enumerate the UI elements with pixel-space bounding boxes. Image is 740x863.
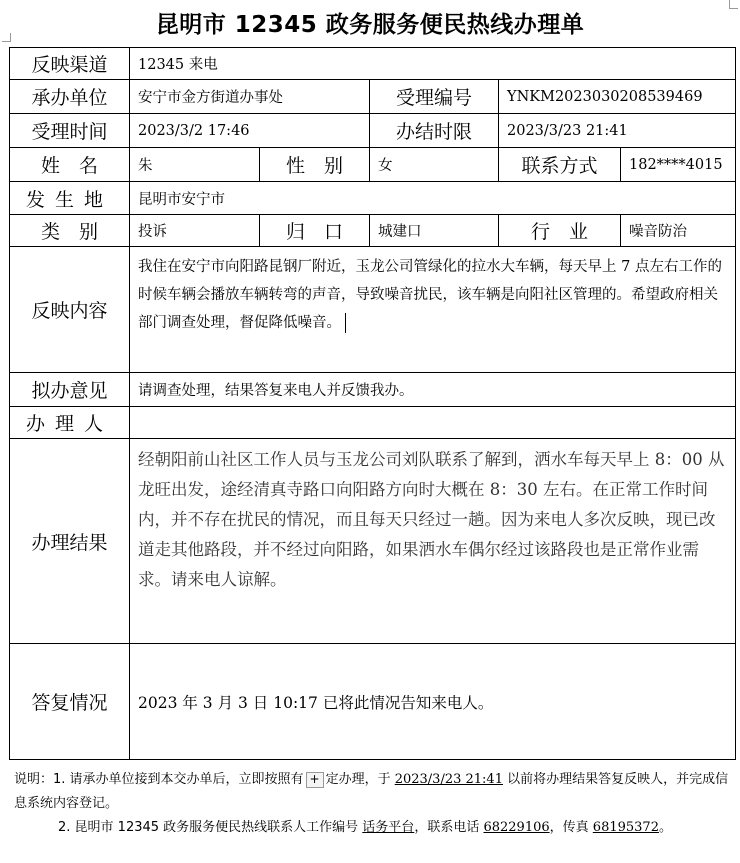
- value-name[interactable]: 朱: [130, 148, 260, 182]
- note-1-text-a: 1. 请承办单位接到本交办单后，立即按照有: [53, 772, 304, 787]
- row-result: [10, 439, 736, 644]
- value-industry[interactable]: 噪音防治: [621, 215, 736, 247]
- value-department[interactable]: 城建口: [370, 215, 499, 247]
- label-contact: 联系方式: [499, 148, 621, 182]
- label-opinion: 拟办意见: [10, 373, 130, 407]
- label-gender: 性 别: [260, 148, 370, 182]
- value-category[interactable]: 投诉: [130, 215, 260, 247]
- note-2-text-a: 2. 昆明市 12345 政务服务便民热线联系人工作编号: [58, 820, 359, 835]
- value-deadline[interactable]: 2023/3/23 21:41: [499, 114, 736, 148]
- row-reply: [10, 644, 736, 760]
- label-industry: 行 业: [499, 215, 621, 247]
- value-handler[interactable]: [130, 407, 736, 439]
- label-handler: 办理人: [10, 407, 130, 439]
- note-2-text-c: ，传真: [549, 820, 589, 835]
- row-category: [10, 215, 736, 247]
- label-category: 类 别: [10, 215, 130, 247]
- value-unit[interactable]: 安宁市金方街道办事处: [130, 80, 370, 114]
- label-accept-no: 受理编号: [370, 80, 499, 114]
- row-location: [10, 182, 736, 215]
- label-result: 办理结果: [10, 439, 130, 644]
- notes-prefix: 说明：: [14, 772, 54, 787]
- notes: [14, 768, 734, 840]
- text-cursor: [345, 313, 346, 333]
- content-text: 我住在安宁市向阳路昆钢厂附近，玉龙公司管绿化的拉水大车辆，每天早上 7 点左右工作的时候车辆会播放车辆转弯的声音，导致噪音扰民，该车辆是向阳社区管理的。希望政府相关部门调查处理，督促降低噪音。: [138, 259, 722, 331]
- note-2-code: 话务平台: [362, 820, 415, 835]
- value-content[interactable]: [130, 247, 736, 373]
- value-result[interactable]: 经朝阳前山社区工作人员与玉龙公司刘队联系了解到，洒水车每天早上 8：00 从龙旺出发，途经清真寺路口向阳路方向时大概在 8：30 左右。在正常工作时间内，并不存在扰民的情况，而且每天只经过一趟。因为来电人多次反映，现已改道走其他路段，并不经过向阳路，如果洒水车偶尔经过该路段也是正常作业需求。请来电人谅解。: [130, 439, 736, 644]
- label-accept-time: 受理时间: [10, 114, 130, 148]
- value-channel[interactable]: 12345 来电: [130, 48, 736, 80]
- note-2: [14, 816, 734, 840]
- row-time: [10, 114, 736, 148]
- label-location: 发生地: [10, 182, 130, 215]
- row-unit: [10, 80, 736, 114]
- value-reply[interactable]: 2023 年 3 月 3 日 10:17 已将此情况告知来电人。: [130, 644, 736, 760]
- row-channel: [10, 48, 736, 80]
- label-content: 反映内容: [10, 247, 130, 373]
- value-location[interactable]: 昆明市安宁市: [130, 182, 736, 215]
- note-2-text-d: 。: [658, 820, 672, 835]
- value-gender[interactable]: 女: [370, 148, 499, 182]
- label-deadline: 办结时限: [370, 114, 499, 148]
- row-opinion: [10, 373, 736, 407]
- label-reply: 答复情况: [10, 644, 130, 760]
- note-1-text-c: 以前将办理结果答复反映人，并完成信息系统内容登记。: [14, 772, 729, 811]
- form-table: [9, 47, 736, 760]
- note-1-date: 2023/3/23 21:41: [394, 772, 503, 787]
- note-1: [14, 768, 734, 816]
- note-1-text-b: 定办理，于: [325, 772, 391, 787]
- note-2-text-b: ，联系电话: [414, 820, 480, 835]
- label-name: 姓 名: [10, 148, 130, 182]
- label-channel: 反映渠道: [10, 48, 130, 80]
- value-accept-time[interactable]: 2023/3/2 17:46: [130, 114, 370, 148]
- row-person: [10, 148, 736, 182]
- document-title: 昆明市 12345 政务服务便民热线办理单: [155, 12, 585, 38]
- row-handler: [10, 407, 736, 439]
- value-contact[interactable]: 182****4015: [621, 148, 736, 182]
- note-2-phone: 68229106: [483, 820, 550, 835]
- note-2-fax: 68195372: [592, 820, 659, 835]
- value-accept-no[interactable]: YNKM2023030208539469: [499, 80, 736, 114]
- label-department: 归 口: [260, 215, 370, 247]
- value-opinion[interactable]: 请调查处理，结果答复来电人并反馈我办。: [130, 373, 736, 407]
- add-icon[interactable]: +: [306, 772, 324, 788]
- row-content: [10, 247, 736, 373]
- label-unit: 承办单位: [10, 80, 130, 114]
